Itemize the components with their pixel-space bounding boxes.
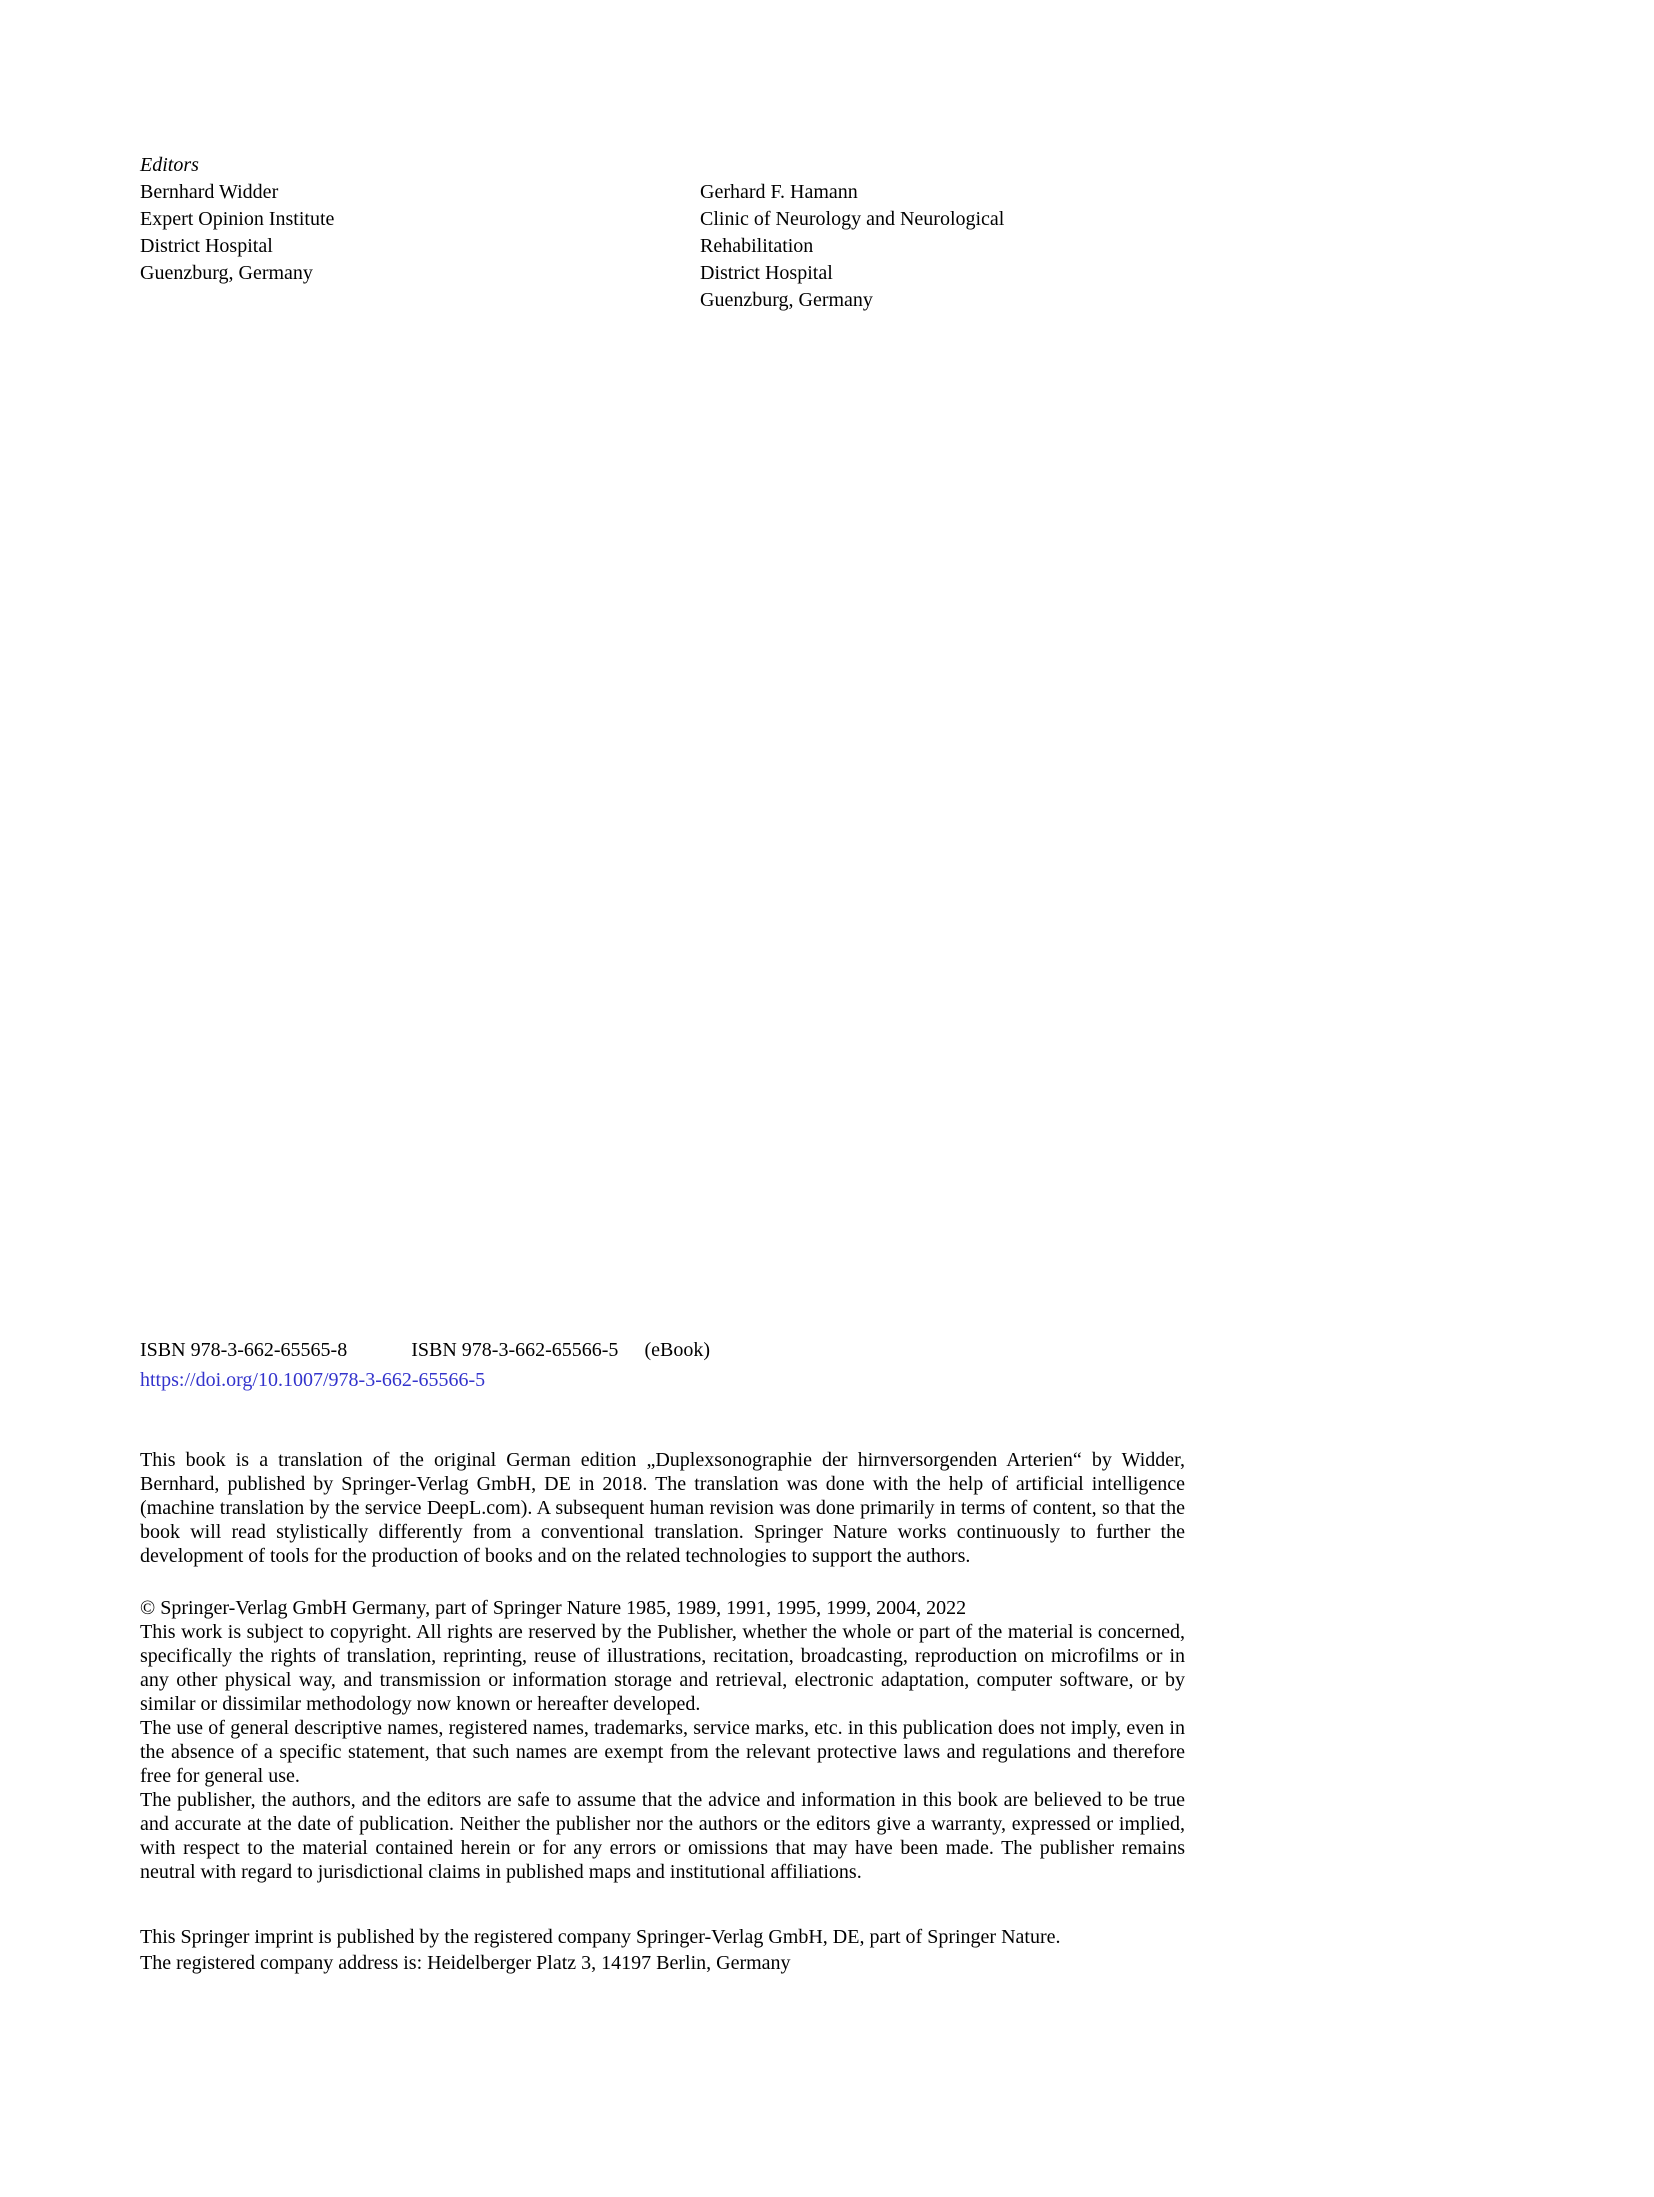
editor-left-line: Guenzburg, Germany: [140, 262, 313, 284]
editors-columns: [140, 179, 1240, 314]
editors-section: [140, 152, 1240, 314]
imprint-section: [140, 1924, 1240, 1976]
imprint-line-2: The registered company address is: Heidelberger Platz 3, 14197 Berlin, Germany: [140, 1952, 791, 1974]
isbn-row: [140, 1336, 710, 1364]
translation-note-paragraph: This book is a translation of the original German edition „Duplexsonographie der hirnversorgenden Arterien“ by Widder, Bernhard, published by Springer-Verlag GmbH, DE in 2018. The translation was done with the help of artificial intelligence (machine translation by the service DeepL.com). A subsequent human revision was done primarily in terms of content, so that the book will read stylistically differently from a conventional translation. Springer Nature works continuously to further the development of tools for the production of books and on the related technologies to support the authors.: [140, 1449, 1185, 1567]
imprint-line-1: This Springer imprint is published by the registered company Springer-Verlag GmbH, DE, part of Springer Nature.: [140, 1926, 1061, 1948]
doi-line: [140, 1366, 710, 1394]
editor-affiliation-right: [700, 179, 1240, 314]
editor-right-name: Gerhard F. Hamann: [700, 181, 858, 203]
copyright-line: © Springer-Verlag GmbH Germany, part of Springer Nature 1985, 1989, 1991, 1995, 1999, 2004, 2022: [140, 1597, 967, 1619]
isbn-ebook: ISBN 978-3-662-65566-5: [411, 1339, 619, 1361]
copyright-disclaimer-paragraph: The publisher, the authors, and the editors are safe to assume that the advice and information in this book are believed to be true and accurate at the date of publication. Neither the publisher nor the authors or the editors give a warranty, expressed or implied, with respect to the material contained herein or for any errors or omissions that may have been made. The publisher remains neutral with regard to jurisdictional claims in published maps and institutional affiliations.: [140, 1789, 1185, 1883]
copyright-section: [140, 1596, 1185, 1884]
editor-left-line: District Hospital: [140, 235, 273, 257]
editor-left-line: Expert Opinion Institute: [140, 208, 335, 230]
editor-right-line: Rehabilitation: [700, 235, 814, 257]
editor-affiliation-left: [140, 179, 700, 314]
doi-link[interactable]: https://doi.org/10.1007/978-3-662-65566-5: [140, 1369, 486, 1391]
copyright-rights-paragraph: This work is subject to copyright. All rights are reserved by the Publisher, whether the whole or part of the material is concerned, specifically the rights of translation, reprinting, reuse of illustrations, recitation, broadcasting, reproduction on microfilms or in any other physical way, and transmission or information storage and retrieval, electronic adaptation, computer software, or by similar or dissimilar methodology now known or hereafter developed.: [140, 1621, 1185, 1715]
editor-right-line: Guenzburg, Germany: [700, 289, 873, 311]
editor-left-name: Bernhard Widder: [140, 181, 279, 203]
editors-label: Editors: [140, 154, 199, 176]
isbn-print: ISBN 978-3-662-65565-8: [140, 1339, 348, 1361]
editor-right-line: District Hospital: [700, 262, 833, 284]
isbn-section: [140, 1336, 710, 1394]
editor-right-line: Clinic of Neurology and Neurological: [700, 208, 1005, 230]
copyright-trademarks-paragraph: The use of general descriptive names, registered names, trademarks, service marks, etc. in this publication does not imply, even in the absence of a specific statement, that such names are exempt from the relevant protective laws and regulations and therefore free for general use.: [140, 1717, 1185, 1787]
ebook-label: (eBook): [644, 1339, 710, 1361]
